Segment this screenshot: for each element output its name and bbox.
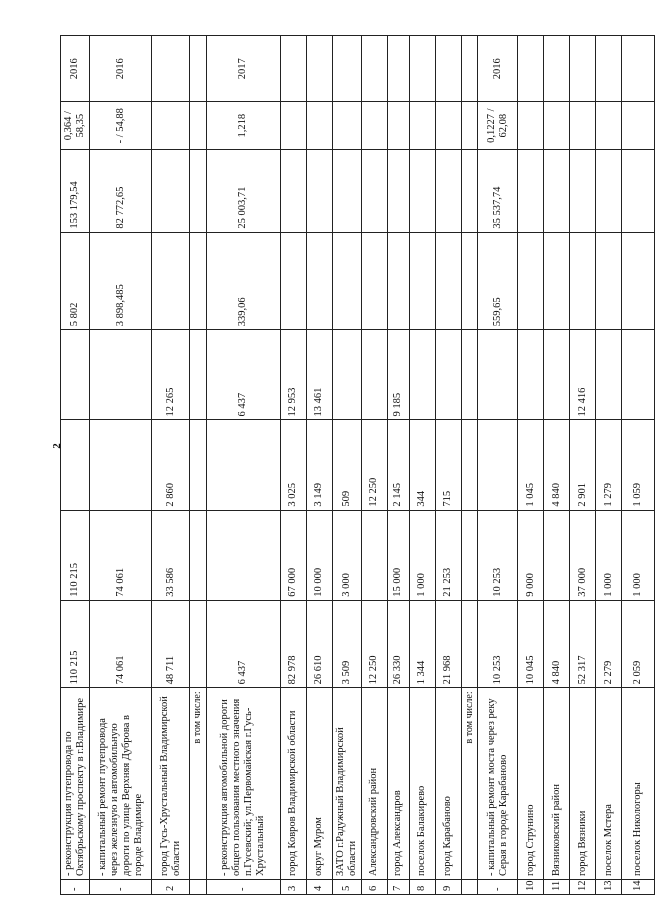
value-cell (435, 102, 461, 150)
table-row (190, 36, 207, 895)
value-cell (461, 36, 478, 102)
value-cell (152, 102, 190, 150)
value-cell: 10 253 (478, 600, 518, 688)
value-cell (361, 232, 387, 330)
value-cell: 2016 (90, 36, 152, 102)
table-row (387, 36, 409, 895)
row-name-cell: город Струнино (518, 688, 544, 880)
value-cell: 35 537,74 (478, 150, 518, 233)
row-number-cell: 10 (518, 879, 544, 894)
funding-table (60, 35, 655, 895)
value-cell: 12 250 (361, 420, 387, 510)
value-cell (190, 510, 207, 600)
table-row (596, 36, 622, 895)
value-cell (544, 330, 570, 420)
value-cell: 21 253 (435, 510, 461, 600)
value-cell: 9 185 (387, 330, 409, 420)
row-name-cell: Вязниковский район (544, 688, 570, 880)
value-cell: 1 344 (409, 600, 435, 688)
value-cell (622, 102, 655, 150)
row-name-cell: Александровский район (361, 688, 387, 880)
value-cell (190, 102, 207, 150)
value-cell (190, 232, 207, 330)
value-cell (544, 510, 570, 600)
value-cell (306, 102, 332, 150)
value-cell: 82 772,65 (90, 150, 152, 233)
row-name-cell: округ Муром (306, 688, 332, 880)
value-cell: 110 215 (61, 510, 90, 600)
value-cell (61, 420, 90, 510)
value-cell: 2016 (478, 36, 518, 102)
value-cell (387, 232, 409, 330)
value-cell: 1,218 (206, 102, 280, 150)
value-cell (461, 330, 478, 420)
value-cell (190, 330, 207, 420)
value-cell (461, 102, 478, 150)
value-cell: 2 279 (596, 600, 622, 688)
value-cell: 1 279 (596, 420, 622, 510)
value-cell (361, 36, 387, 102)
row-name-cell: - капитальный ремонт моста через реку Серая в городе Карабаново (478, 688, 518, 880)
value-cell (409, 232, 435, 330)
value-cell: 2016 (61, 36, 90, 102)
row-number-cell: - (61, 879, 90, 894)
value-cell: 10 045 (518, 600, 544, 688)
row-name-cell: в том числе: (461, 688, 478, 880)
value-cell (387, 36, 409, 102)
value-cell: 10 253 (478, 510, 518, 600)
row-name-cell: поселок Балакирево (409, 688, 435, 880)
value-cell: 15 000 (387, 510, 409, 600)
value-cell (570, 232, 596, 330)
value-cell: 3 149 (306, 420, 332, 510)
value-cell (596, 232, 622, 330)
value-cell (206, 420, 280, 510)
value-cell: 153 179,54 (61, 150, 90, 233)
value-cell: 2017 (206, 36, 280, 102)
value-cell: 74 061 (90, 600, 152, 688)
row-name-cell: город Вязники (570, 688, 596, 880)
value-cell: 74 061 (90, 510, 152, 600)
value-cell (61, 330, 90, 420)
value-cell (518, 102, 544, 150)
value-cell (90, 330, 152, 420)
value-cell: 6 437 (206, 330, 280, 420)
table-row (478, 36, 518, 895)
row-number-cell: 7 (387, 879, 409, 894)
row-number-cell: 3 (280, 879, 306, 894)
value-cell (332, 232, 361, 330)
value-cell (361, 330, 387, 420)
value-cell (361, 150, 387, 233)
value-cell: 3 025 (280, 420, 306, 510)
row-name-cell: - капитальный ремонт путепровода через железную и автомобильную дороги по улице Верхняя Дуброва в городе Владимире (90, 688, 152, 880)
value-cell (461, 420, 478, 510)
value-cell: 2 860 (152, 420, 190, 510)
value-cell (306, 36, 332, 102)
value-cell: 344 (409, 420, 435, 510)
value-cell (622, 232, 655, 330)
row-number-cell: - (90, 879, 152, 894)
value-cell: 1 000 (622, 510, 655, 600)
value-cell: 6 437 (206, 600, 280, 688)
value-cell (544, 36, 570, 102)
value-cell (461, 232, 478, 330)
row-name-cell: город Ковров Владимирской области (280, 688, 306, 880)
table-row (61, 36, 90, 895)
value-cell: 25 003,71 (206, 150, 280, 233)
value-cell: 1 000 (596, 510, 622, 600)
value-cell (332, 36, 361, 102)
value-cell (622, 150, 655, 233)
value-cell: 715 (435, 420, 461, 510)
value-cell (280, 232, 306, 330)
value-cell (622, 330, 655, 420)
row-number-cell: 8 (409, 879, 435, 894)
row-name-cell: в том числе: (190, 688, 207, 880)
table-row (435, 36, 461, 895)
row-number-cell: 12 (570, 879, 596, 894)
value-cell (461, 600, 478, 688)
value-cell (518, 36, 544, 102)
table-row (361, 36, 387, 895)
table-row (570, 36, 596, 895)
value-cell (544, 232, 570, 330)
value-cell: 52 317 (570, 600, 596, 688)
value-cell: 82 978 (280, 600, 306, 688)
value-cell (570, 36, 596, 102)
table-row (206, 36, 280, 895)
table-row (90, 36, 152, 895)
value-cell: 3 000 (332, 510, 361, 600)
value-cell: 1 059 (622, 420, 655, 510)
table-row (461, 36, 478, 895)
value-cell: 0,364 / 58,35 (61, 102, 90, 150)
value-cell (332, 102, 361, 150)
value-cell (435, 330, 461, 420)
table-row (544, 36, 570, 895)
value-cell (409, 102, 435, 150)
value-cell (361, 102, 387, 150)
value-cell (409, 36, 435, 102)
table-row (622, 36, 655, 895)
value-cell (544, 150, 570, 233)
value-cell (280, 102, 306, 150)
value-cell (570, 150, 596, 233)
value-cell (152, 150, 190, 233)
value-cell (435, 36, 461, 102)
value-cell (570, 102, 596, 150)
value-cell (478, 420, 518, 510)
table-row (280, 36, 306, 895)
value-cell: 67 000 (280, 510, 306, 600)
value-cell (596, 36, 622, 102)
value-cell (387, 102, 409, 150)
value-cell: 4 840 (544, 600, 570, 688)
value-cell (596, 102, 622, 150)
row-number-cell: 9 (435, 879, 461, 894)
value-cell: 26 610 (306, 600, 332, 688)
value-cell (387, 150, 409, 233)
row-number-cell: 2 (152, 879, 190, 894)
table-row (409, 36, 435, 895)
value-cell: 9 000 (518, 510, 544, 600)
value-cell (518, 150, 544, 233)
value-cell: 5 802 (61, 232, 90, 330)
table-row (518, 36, 544, 895)
page-number: 2 (50, 443, 63, 449)
value-cell (596, 330, 622, 420)
value-cell: 110 215 (61, 600, 90, 688)
value-cell: 2 059 (622, 600, 655, 688)
row-name-cell: поселок Никологоры (622, 688, 655, 880)
row-name-cell: город Александров (387, 688, 409, 880)
value-cell (461, 510, 478, 600)
row-number-cell: - (478, 879, 518, 894)
value-cell (518, 330, 544, 420)
value-cell: 12 265 (152, 330, 190, 420)
row-name-cell: ЗАТО г.Радужный Владимирской области (332, 688, 361, 880)
value-cell (332, 150, 361, 233)
value-cell (190, 36, 207, 102)
value-cell: 1 000 (409, 510, 435, 600)
row-number-cell (190, 879, 207, 894)
value-cell: 0,1227 / 62,08 (478, 102, 518, 150)
value-cell (152, 232, 190, 330)
value-cell (280, 150, 306, 233)
row-name-cell: город Карабаново (435, 688, 461, 880)
value-cell: 1 045 (518, 420, 544, 510)
value-cell: 12 953 (280, 330, 306, 420)
row-number-cell: 6 (361, 879, 387, 894)
value-cell (461, 150, 478, 233)
value-cell (409, 150, 435, 233)
value-cell: 21 968 (435, 600, 461, 688)
value-cell (361, 510, 387, 600)
value-cell: 13 461 (306, 330, 332, 420)
value-cell: 10 000 (306, 510, 332, 600)
value-cell: 559,65 (478, 232, 518, 330)
value-cell (206, 510, 280, 600)
value-cell (435, 232, 461, 330)
value-cell (622, 36, 655, 102)
value-cell: 3 509 (332, 600, 361, 688)
value-cell (518, 232, 544, 330)
value-cell: 12 250 (361, 600, 387, 688)
row-number-cell: 13 (596, 879, 622, 894)
row-name-cell: - реконструкция путепровода по Октябрьскому проспекту в г.Владимире (61, 688, 90, 880)
value-cell: 12 416 (570, 330, 596, 420)
value-cell: 26 330 (387, 600, 409, 688)
row-number-cell: - (206, 879, 280, 894)
row-number-cell: 4 (306, 879, 332, 894)
row-name-cell: город Гусь-Хрустальный Владимирской области (152, 688, 190, 880)
value-cell: 37 000 (570, 510, 596, 600)
value-cell: 4 840 (544, 420, 570, 510)
value-cell (306, 232, 332, 330)
value-cell (409, 330, 435, 420)
table-body (61, 36, 655, 895)
value-cell (596, 150, 622, 233)
value-cell: 2 901 (570, 420, 596, 510)
value-cell: 3 898,485 (90, 232, 152, 330)
value-cell (152, 36, 190, 102)
row-number-cell: 5 (332, 879, 361, 894)
value-cell (190, 150, 207, 233)
value-cell (332, 330, 361, 420)
value-cell (190, 420, 207, 510)
row-name-cell: поселок Мстера (596, 688, 622, 880)
value-cell: - / 54,88 (90, 102, 152, 150)
value-cell (90, 420, 152, 510)
row-number-cell: 11 (544, 879, 570, 894)
rotated-table-wrapper (60, 35, 644, 895)
row-number-cell: 14 (622, 879, 655, 894)
value-cell: 339,06 (206, 232, 280, 330)
value-cell: 48 711 (152, 600, 190, 688)
value-cell (544, 102, 570, 150)
table-row (306, 36, 332, 895)
value-cell (190, 600, 207, 688)
value-cell: 509 (332, 420, 361, 510)
table-row (332, 36, 361, 895)
value-cell: 2 145 (387, 420, 409, 510)
value-cell (306, 150, 332, 233)
row-number-cell (461, 879, 478, 894)
value-cell (280, 36, 306, 102)
row-name-cell: - реконструкция автомобильной дороги общего пользования местного значения п.Гусевский; ул.Первомайская г.Гусь-Хрустальный (206, 688, 280, 880)
value-cell: 33 586 (152, 510, 190, 600)
value-cell (435, 150, 461, 233)
value-cell (478, 330, 518, 420)
table-row (152, 36, 190, 895)
